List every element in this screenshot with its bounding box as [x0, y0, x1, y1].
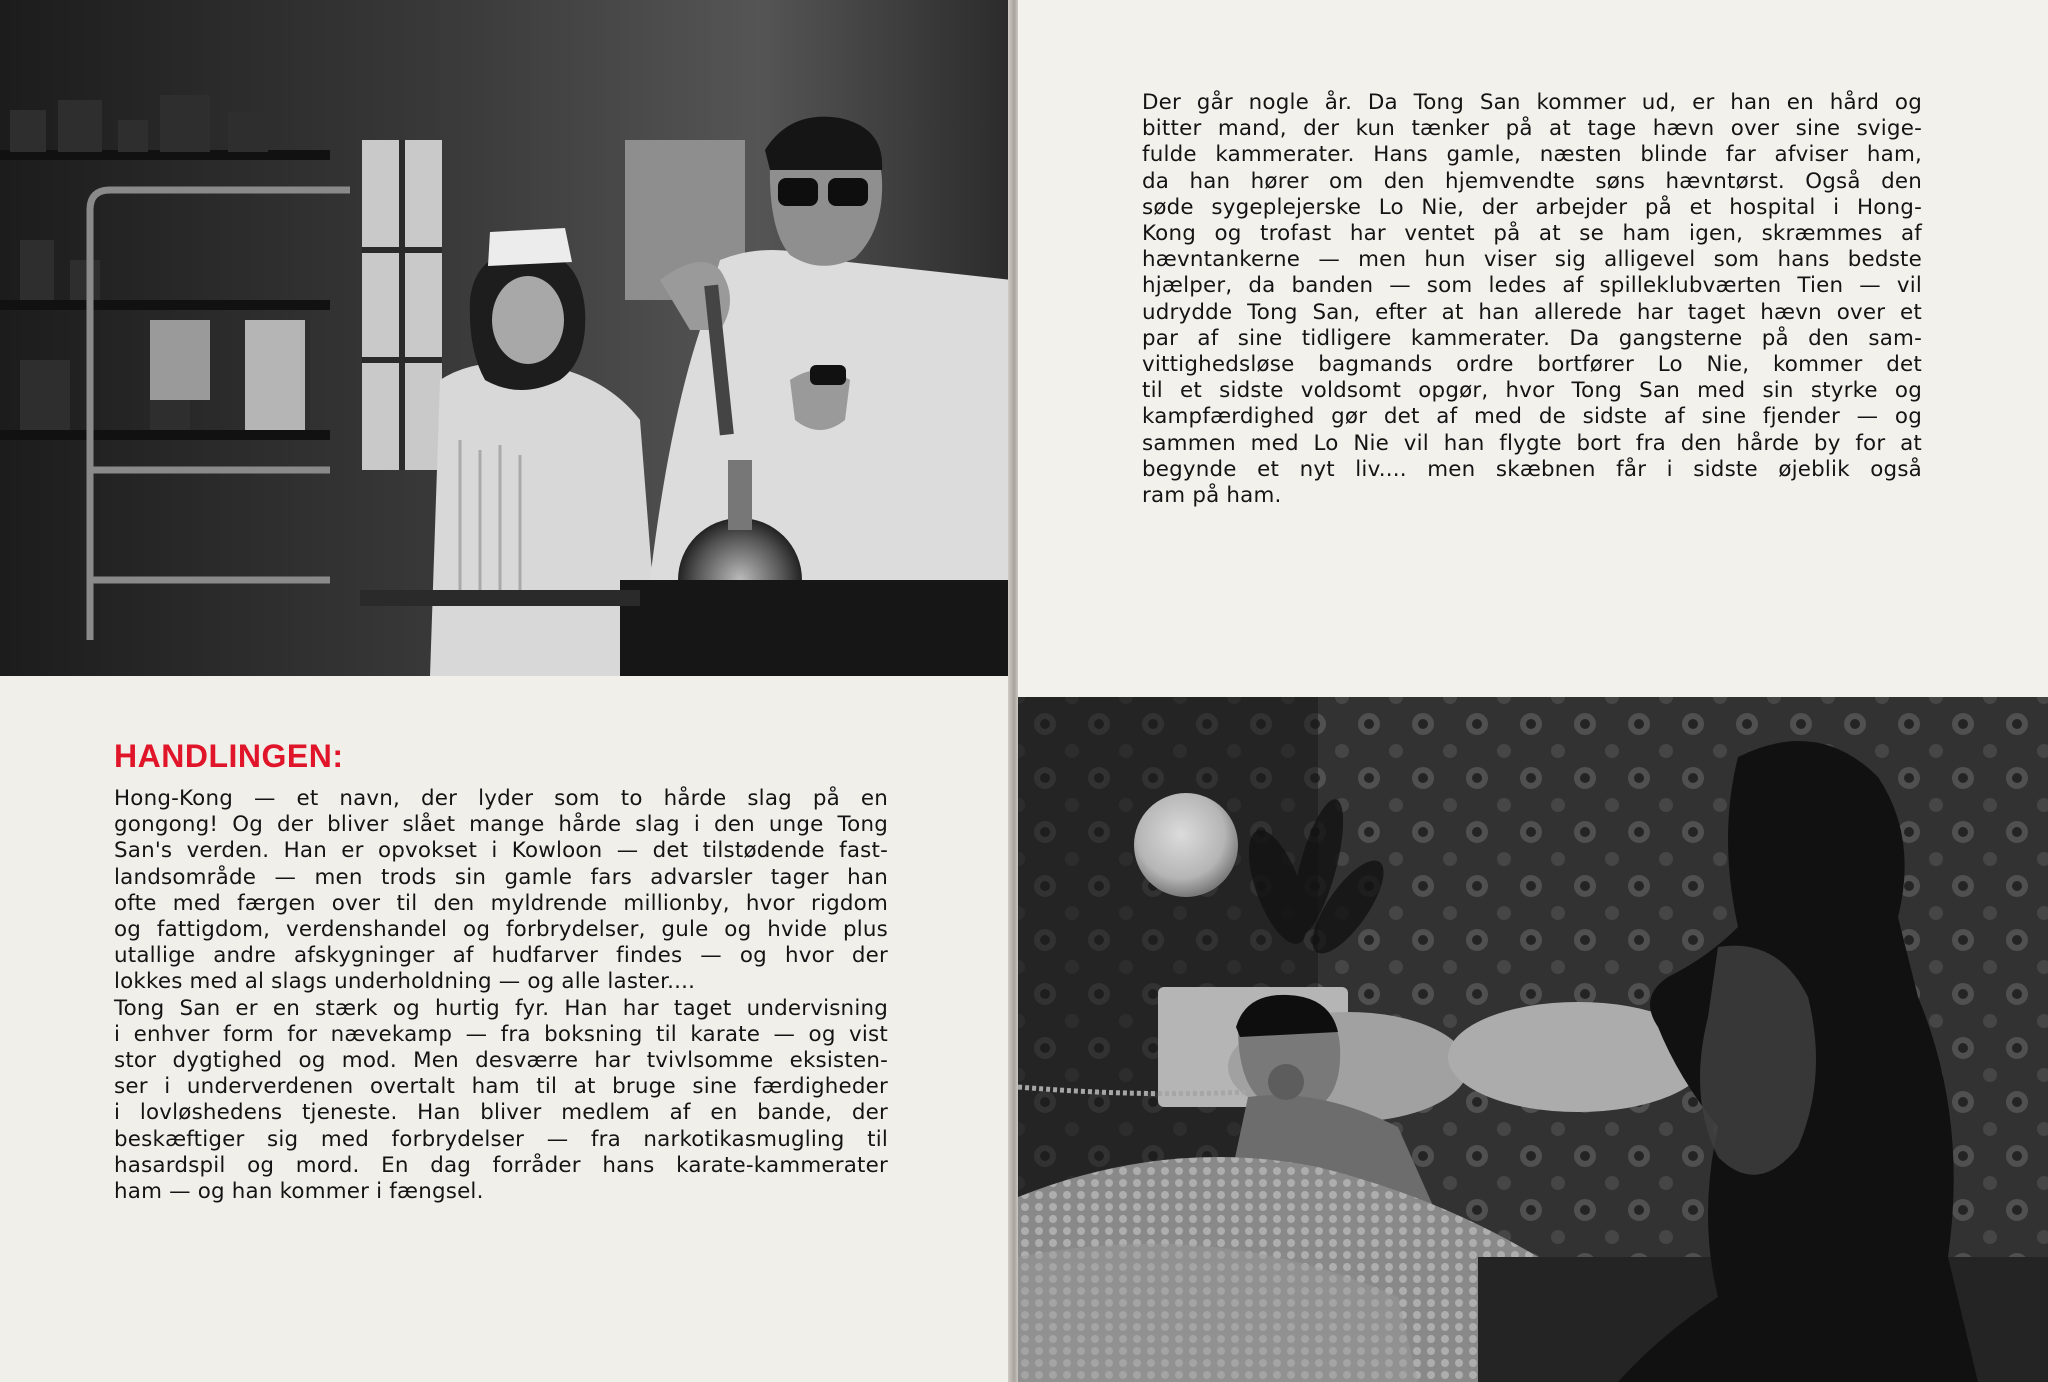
text-line: i lovløshedens tjeneste. Han bliver medlem af en bande, der — [114, 1100, 888, 1126]
text-line: søde sygeplejerske Lo Nie, der arbejder på et hospital i Hong- — [1142, 194, 1922, 220]
text-line: kampfærdighed gør det af med de sidste af sine fjender — og — [1142, 404, 1922, 430]
text-line: Kong og trofast har ventet på at se ham igen, skræmmes af — [1142, 221, 1922, 247]
text-line: utallige andre afskygninger af hudfarver findes — og hvor der — [114, 943, 888, 969]
text-line: fulde kammerater. Hans gamle, næsten blinde far afviser ham, — [1142, 142, 1922, 168]
text-line: landsområde — men trods sin gamle fars advarsler tager han — [114, 864, 888, 890]
text-line: vittighedsløse bagmands ordre bortfører Lo Nie, kommer det — [1142, 352, 1922, 378]
section-heading: HANDLINGEN: — [114, 738, 344, 774]
laboratory-photo — [0, 0, 1012, 676]
text-line: hævntankerne — men hun viser sig alligevel som hans bedste — [1142, 247, 1922, 273]
text-line: gongong! Og der bliver slået mange hårde slag i den unge Tong — [114, 812, 888, 838]
left-page — [0, 0, 1012, 1382]
text-line: stor dygtighed og mod. Men desværre har tvivlsomme eksisten- — [114, 1048, 888, 1074]
text-line: sammen med Lo Nie vil han flygte bort fra den hårde by for at — [1142, 430, 1922, 456]
text-line: hasardspil og mord. En dag forråder hans karate-kammerater — [114, 1152, 888, 1178]
text-line: Tong San er en stærk og hurtig fyr. Han har taget undervisning — [114, 995, 888, 1021]
text-line: og fattigdom, verdenshandel og forbrydelser, gule og hvide plus — [114, 917, 888, 943]
text-line: beskæftiger sig med forbrydelser — fra narkotikasmugling til — [114, 1126, 888, 1152]
text-line: ofte med færgen over til den myldrende millionby, hvor rigdom — [114, 890, 888, 916]
text-line: Der går nogle år. Da Tong San kommer ud, er han en hård og — [1142, 90, 1922, 115]
text-line: Hong-Kong — et navn, der lyder som to hårde slag på en — [114, 786, 888, 811]
text-line: hjælper, da banden — som ledes af spilleklubværten Tien — vil — [1142, 273, 1922, 299]
right-page — [1018, 0, 2048, 1382]
text-line: ser i underverdenen overtalt ham til at bruge sine færdigheder — [114, 1074, 888, 1100]
plot-text-right — [1142, 90, 1922, 509]
text-line: San's verden. Han er opvokset i Kowloon — det tilstødende fast- — [114, 838, 888, 864]
text-line: par af sine tidligere kammerater. Da gangsterne på den sam- — [1142, 325, 1922, 351]
text-line: ham — og han kommer i fængsel. — [114, 1179, 484, 1205]
text-line: udrydde Tong San, efter at han allerede har taget hævn over et — [1142, 299, 1922, 325]
plot-text-left — [114, 786, 888, 1205]
text-line: bitter mand, der kun tænker på at tage hævn over sine svige- — [1142, 116, 1922, 142]
text-line: til et sidste voldsomt opgør, hvor Tong San med sin styrke og — [1142, 378, 1922, 404]
text-line: da han hører om den hjemvendte søns hævntørst. Også den — [1142, 168, 1922, 194]
text-line: i enhver form for nævekamp — fra boksning til karate — og vist — [114, 1021, 888, 1047]
text-line: begynde et nyt liv.... men skæbnen får i sidste øjeblik også — [1142, 456, 1922, 482]
bedroom-photo — [1018, 697, 2048, 1382]
text-line: ram på ham. — [1142, 483, 1282, 509]
text-line: lokkes med al slags underholdning — og alle laster.... — [114, 969, 696, 995]
